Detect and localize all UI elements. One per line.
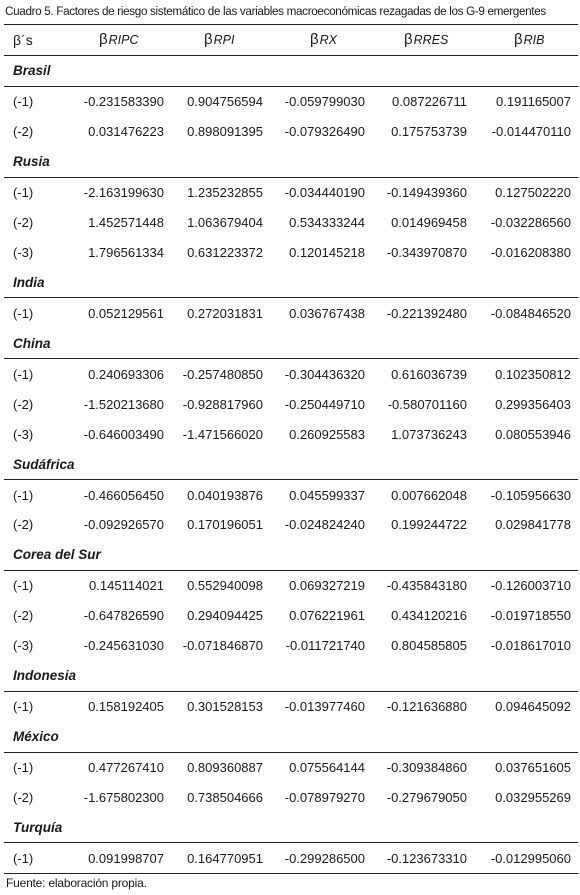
country-group-row [4,56,578,87]
header-rres [404,25,448,55]
value-cell-rres: 0.175753739 [391,124,467,140]
value-cell-ripc: 0.145114021 [89,578,164,594]
value-cell-rib: -0.126003710 [490,578,571,594]
value-cell-rx: -0.078979270 [284,789,365,805]
value-cell-ripc: 0.158192405 [88,699,164,715]
value-cell-rpi: 0.294094425 [187,608,263,624]
value-cell-rib: 0.037651605 [495,759,571,775]
value-cell-rpi: 0.904756594 [187,94,263,110]
value-cell-ripc: -0.647826590 [83,608,164,624]
value-cell-rpi: 0.170196051 [187,517,263,533]
value-cell-ripc: 1.796561334 [88,245,164,261]
value-cell-rib: 0.080553946 [495,426,571,442]
value-cell-rpi: 1.063679404 [187,215,263,231]
lag-label: (-3) [13,638,34,654]
value-cell-rpi: -0.257480850 [182,366,263,382]
value-cell-rx: 0.120145218 [289,245,365,261]
country-name: India [13,274,45,290]
table-row [4,631,578,661]
value-cell-rres: 0.014969458 [391,215,467,231]
table-row [4,480,578,510]
value-cell-rpi: 0.898091395 [187,124,263,140]
value-cell-rpi: 0.631223372 [187,245,263,261]
country-group-row [4,147,578,178]
header-ripc [99,25,139,55]
value-cell-rib: -0.084846520 [490,305,571,321]
country-group-row [4,722,578,753]
value-cell-rib: 0.102350812 [495,366,571,382]
table-row [4,389,578,419]
value-cell-rib: -0.014470110 [491,124,571,140]
value-cell-ripc: -0.245631030 [83,638,164,654]
value-cell-rx: -0.034440190 [284,185,365,201]
table-row [4,87,578,117]
lag-label: (-1) [13,759,34,775]
value-cell-rres: 0.007662048 [391,487,467,503]
beta-symbol: β [404,31,413,49]
value-cell-rib: -0.012995060 [490,850,571,866]
value-cell-rres: -0.221392480 [386,305,467,321]
header-rx-label: RX [319,32,338,47]
value-cell-rib: 0.029841778 [495,517,571,533]
table-caption: Cuadro 5. Factores de riesgo sistemático de las variables macroeconómicas rezagadas de los G-9 emergentes [5,4,546,18]
country-name: Sudáfrica [13,456,75,472]
value-cell-rib: -0.105956630 [490,487,571,503]
value-cell-rib: 0.094645092 [495,699,571,715]
lag-label: (-2) [13,608,34,624]
table-row [4,510,578,540]
value-cell-rres: 1.073736243 [391,426,467,442]
lag-label: (-2) [13,215,34,231]
country-name: China [13,335,51,351]
value-cell-rx: 0.045599337 [289,487,365,503]
table-header-row [4,25,578,56]
value-cell-rres: 0.199244722 [391,517,467,533]
value-cell-rx: -0.079326490 [284,124,365,140]
value-cell-rres: 0.434120216 [391,608,467,624]
value-cell-rx: 0.076221961 [289,608,365,624]
header-rx [310,25,337,55]
value-cell-rx: 0.069327219 [289,578,365,594]
lag-label: (-1) [13,850,34,866]
value-cell-ripc: 0.240693306 [88,366,164,382]
lag-label: (-1) [13,305,34,321]
value-cell-rres: -0.149439360 [386,185,467,201]
value-cell-rpi: 0.738504666 [187,789,263,805]
country-group-row [4,540,578,571]
lag-label: (-3) [13,245,34,261]
table-row [4,782,578,812]
value-cell-ripc: -0.466056450 [83,487,164,503]
country-group-row [4,812,578,843]
value-cell-rpi: -0.071846870 [182,638,263,654]
table-row [4,359,578,389]
header-lag: β´s [13,31,33,48]
value-cell-rpi: 0.164770951 [187,850,263,866]
value-cell-rres: -0.123673310 [386,850,467,866]
value-cell-ripc: -1.675802300 [83,789,164,805]
table-row [4,843,578,873]
table-row [4,298,578,328]
value-cell-rpi: -0.928817960 [182,396,263,412]
table-row [4,238,578,268]
country-name: Rusia [13,154,50,170]
source-note: Fuente: elaboración propia. [6,876,147,890]
value-cell-ripc: 0.477267410 [88,759,164,775]
value-cell-rpi: 0.809360887 [187,759,263,775]
lag-label: (-2) [13,517,34,533]
value-cell-rib: -0.016208380 [490,245,571,261]
value-cell-rpi: 0.301528153 [187,699,263,715]
value-cell-rpi: 0.272031831 [187,305,263,321]
country-group-row [4,328,578,359]
value-cell-rres: -0.435843180 [386,578,467,594]
value-cell-rx: -0.013977460 [284,699,365,715]
value-cell-rpi: -1.471566020 [182,426,263,442]
value-cell-rx: -0.299286500 [284,850,365,866]
table-row [4,753,578,783]
value-cell-rres: -0.309384860 [386,759,467,775]
beta-symbol: β [99,31,108,49]
value-cell-rpi: 0.040193876 [187,487,263,503]
table-body [4,56,578,873]
country-name: Corea del Sur [13,547,101,563]
value-cell-rres: -0.343970870 [386,245,467,261]
lag-label: (-2) [13,789,34,805]
value-cell-rib: -0.019718550 [490,608,571,624]
value-cell-rx: -0.059799030 [284,94,365,110]
value-cell-rres: 0.087226711 [392,94,467,110]
value-cell-ripc: -1.520213680 [83,396,164,412]
value-cell-rx: 0.075564144 [289,759,365,775]
value-cell-rres: 0.616036739 [391,366,467,382]
value-cell-rres: -0.121636880 [386,699,467,715]
value-cell-rx: 0.260925583 [289,426,365,442]
lag-label: (-2) [13,124,34,140]
value-cell-ripc: -0.231583390 [83,94,164,110]
value-cell-rib: 0.191165007 [496,94,571,110]
value-cell-rpi: 0.552940098 [187,578,263,594]
value-cell-rib: -0.032286560 [490,215,571,231]
lag-label: (-1) [13,94,34,110]
country-name: México [13,729,59,745]
header-rres-label: RRES [413,32,449,47]
country-group-row [4,449,578,480]
lag-label: (-3) [13,426,34,442]
header-rpi [204,25,234,55]
country-name: Brasil [13,63,51,79]
table-row [4,178,578,208]
beta-symbol: β [514,31,523,49]
lag-label: (-2) [13,396,34,412]
beta-symbol: β [204,31,213,49]
table-row [4,601,578,631]
country-group-row [4,268,578,299]
country-group-row [4,661,578,692]
beta-symbol: β [310,31,319,49]
value-cell-rib: 0.127502220 [495,185,571,201]
value-cell-rib: -0.018617010 [490,638,571,654]
value-cell-ripc: -2.163199630 [83,185,164,201]
value-cell-ripc: 0.031476223 [88,124,164,140]
value-cell-rx: 0.534333244 [289,215,365,231]
lag-label: (-1) [13,185,34,201]
value-cell-ripc: -0.646003490 [83,426,164,442]
table-row [4,692,578,722]
value-cell-ripc: 0.091998707 [88,850,164,866]
lag-label: (-1) [13,366,34,382]
lag-label: (-1) [13,578,34,594]
header-rib-label: RIB [523,32,545,47]
table-row [4,117,578,147]
lag-label: (-1) [13,699,34,715]
value-cell-rx: -0.024824240 [284,517,365,533]
table-row [4,571,578,601]
risk-factor-table [4,24,578,874]
country-name: Indonesia [13,668,77,684]
value-cell-rib: 0.032955269 [495,789,571,805]
table-row [4,419,578,449]
value-cell-ripc: -0.092926570 [83,517,164,533]
value-cell-ripc: 0.052129561 [88,305,164,321]
value-cell-rres: -0.279679050 [386,789,467,805]
header-rib [514,25,544,55]
lag-label: (-1) [13,487,34,503]
header-ripc-label: RIPC [108,32,139,47]
header-rpi-label: RPI [213,32,235,47]
table-row [4,208,578,238]
value-cell-rx: -0.011721740 [285,638,365,654]
value-cell-rres: -0.580701160 [387,396,467,412]
value-cell-ripc: 1.452571448 [88,215,164,231]
country-name: Turquía [13,819,63,835]
value-cell-rx: -0.250449710 [284,396,365,412]
value-cell-rib: 0.299356403 [495,396,571,412]
value-cell-rx: 0.036767438 [289,305,365,321]
value-cell-rx: -0.304436320 [284,366,365,382]
value-cell-rpi: 1.235232855 [187,185,263,201]
value-cell-rres: 0.804585805 [391,638,467,654]
